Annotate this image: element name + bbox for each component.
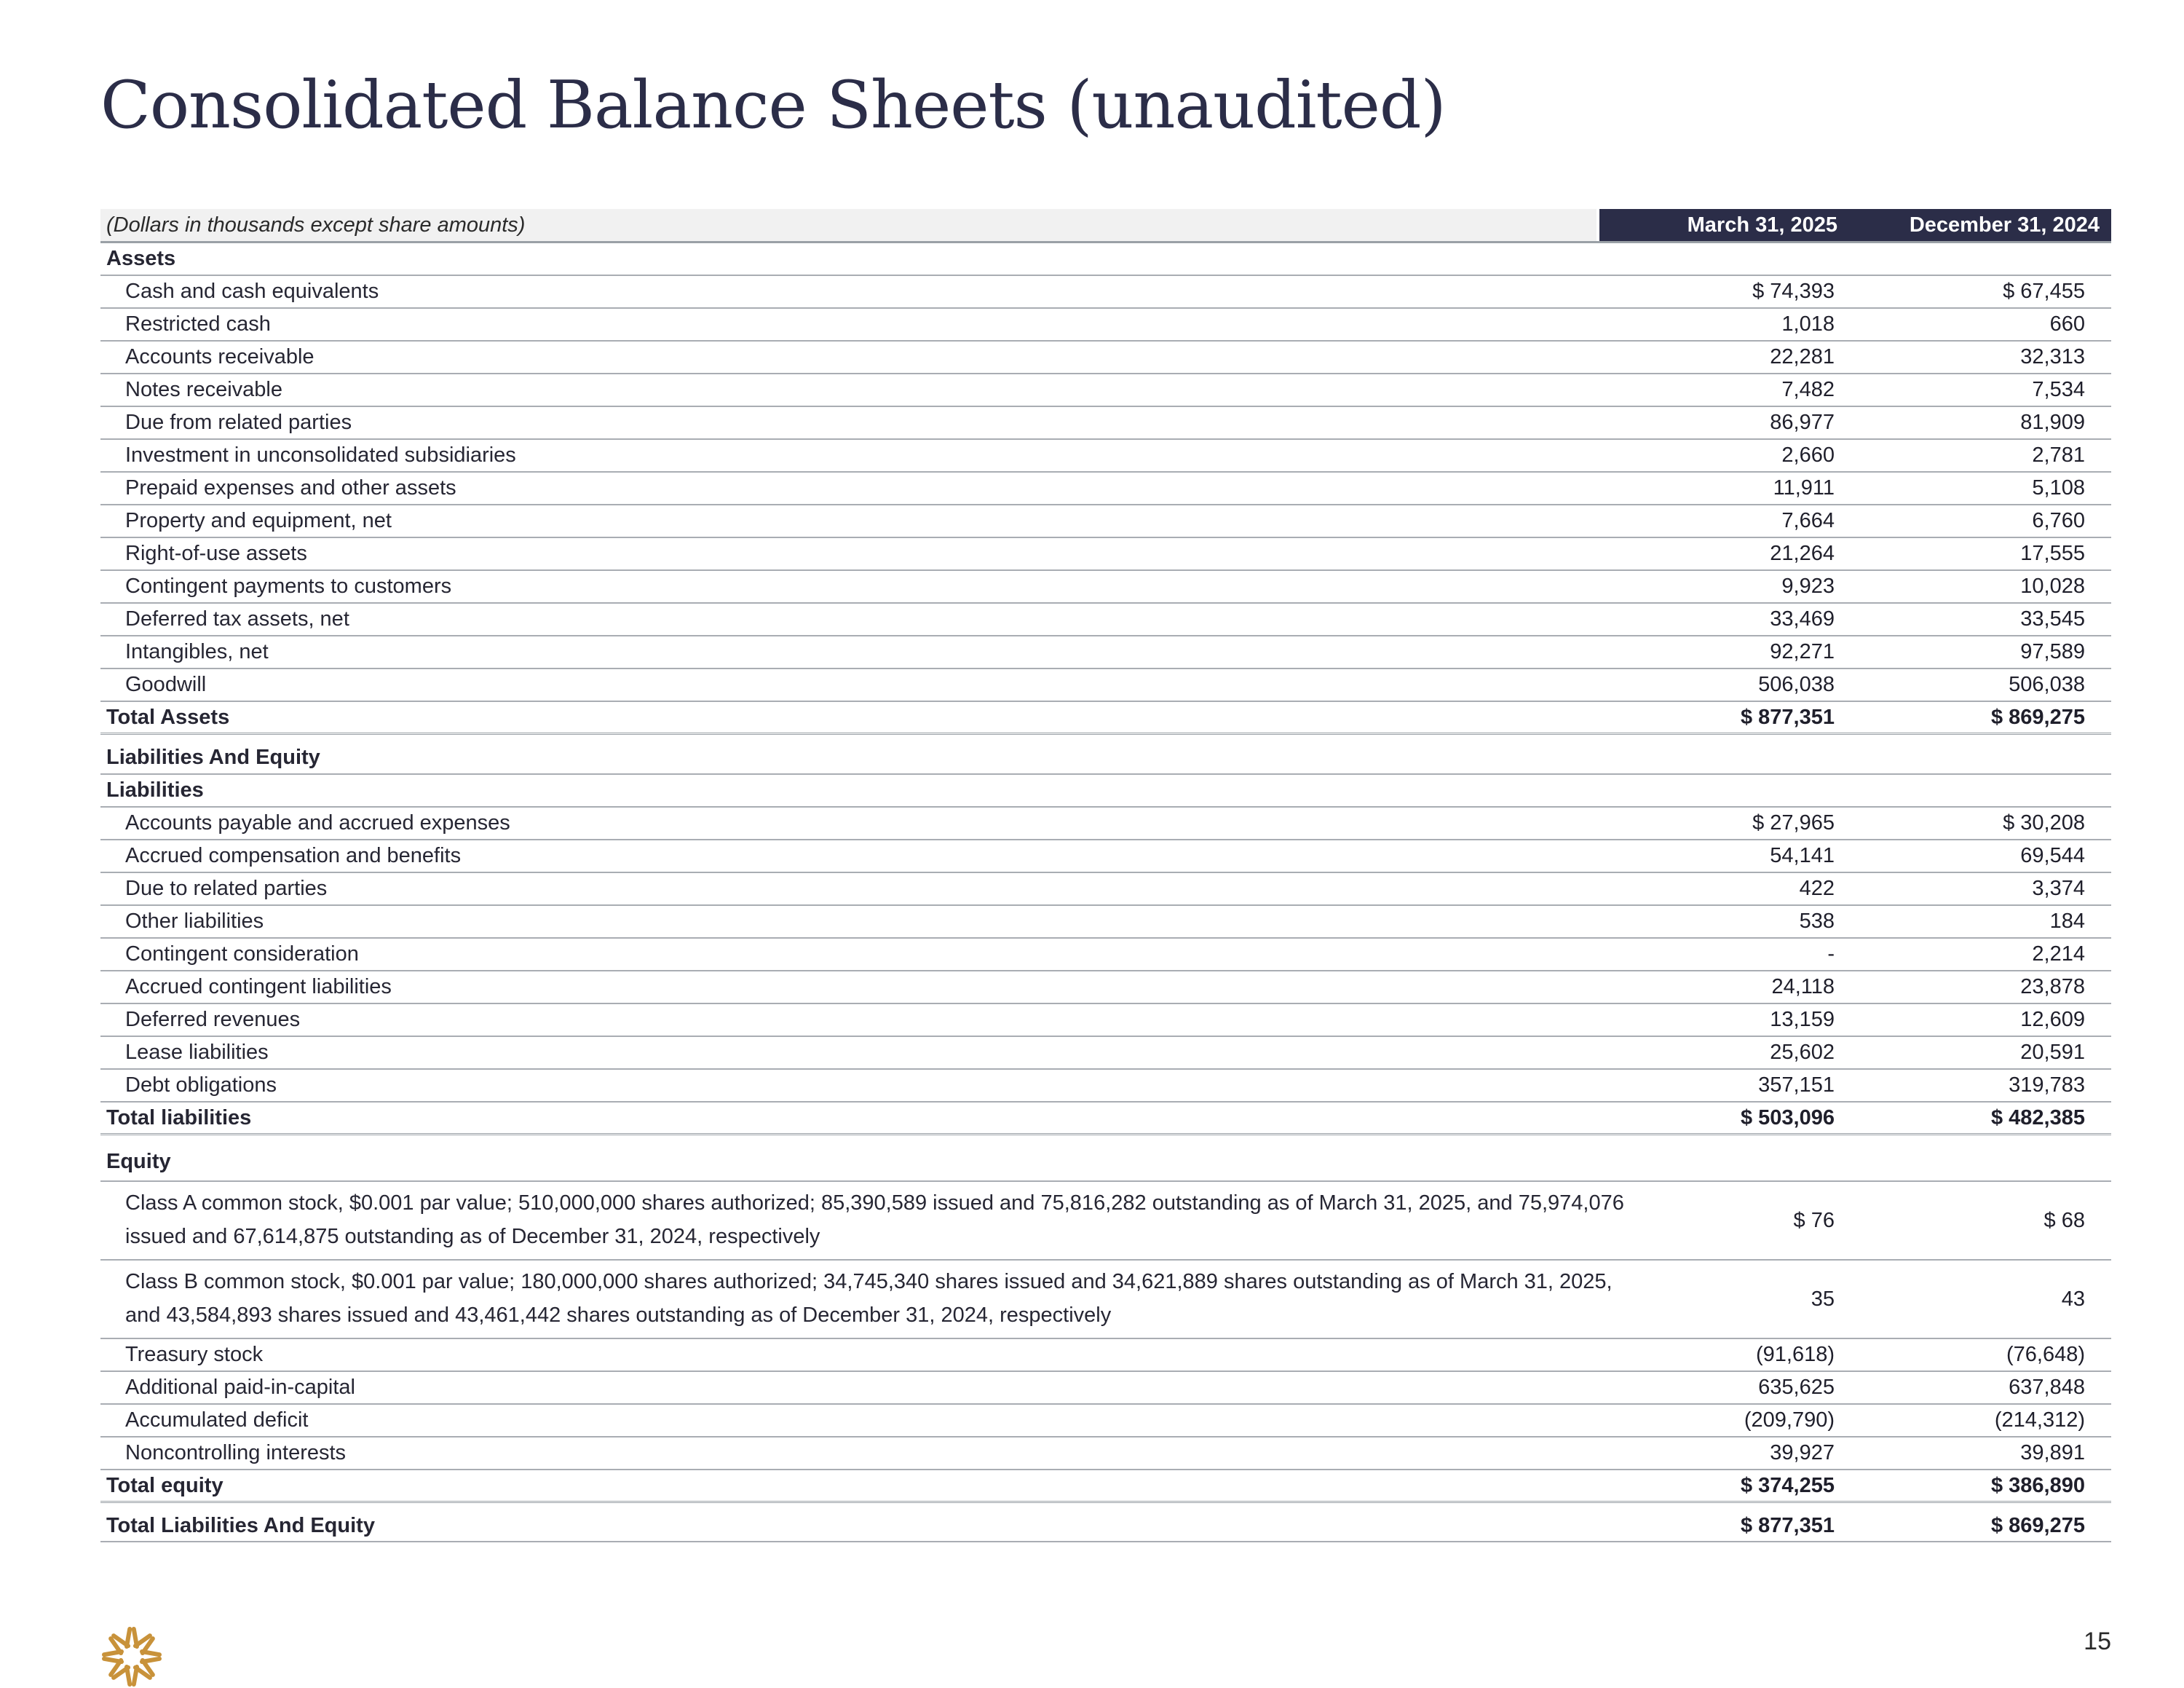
- units-label: (Dollars in thousands except share amounts): [100, 209, 1597, 241]
- value-december: 660: [2049, 312, 2085, 336]
- equity-rows: [100, 1339, 2111, 1470]
- row-label: Due to related parties: [125, 877, 328, 900]
- value-december: 39,891: [2020, 1441, 2085, 1464]
- total-liabilities-equity-row: [100, 1510, 2111, 1542]
- table-row: [100, 473, 2111, 505]
- total-value-march: $ 877,351: [1740, 1514, 1835, 1537]
- value-december: 6,760: [2032, 509, 2085, 532]
- row-label: Restricted cash: [125, 312, 271, 336]
- row-label: Class B common stock, $0.001 par value; 180,000,000 shares authorized; 34,745,340 shares issued and 34,621,889 shares outstanding as of March 31, 2025, and 43,584,893 shares issued and 43,461,442 shares outstanding as of December 31, 2024, respectively: [125, 1270, 1613, 1327]
- value-march: 506,038: [1758, 673, 1835, 696]
- value-march: 7,482: [1781, 378, 1835, 401]
- total-label: Total Liabilities And Equity: [106, 1514, 375, 1537]
- total-equity-row: [100, 1470, 2111, 1503]
- value-december: 81,909: [2020, 411, 2085, 434]
- table-row: [100, 342, 2111, 374]
- page-number: 15: [2084, 1628, 2111, 1655]
- value-december: 5,108: [2032, 476, 2085, 500]
- table-row: [100, 1070, 2111, 1103]
- value-march: $ 27,965: [1752, 811, 1835, 835]
- value-december: $ 68: [2043, 1209, 2085, 1232]
- table-row: [100, 669, 2111, 702]
- total-value-march: $ 374,255: [1740, 1474, 1835, 1497]
- table-row: [100, 840, 2111, 873]
- value-march: 11,911: [1773, 476, 1835, 500]
- section-label: Liabilities: [106, 778, 204, 802]
- value-december: 12,609: [2020, 1008, 2085, 1031]
- table-row: [100, 1004, 2111, 1037]
- value-december: 10,028: [2020, 575, 2085, 598]
- section-label: Assets: [106, 247, 176, 270]
- value-march: $ 76: [1793, 1209, 1835, 1232]
- row-label: Goodwill: [125, 673, 207, 696]
- value-march: (91,618): [1755, 1343, 1835, 1366]
- table-row: [100, 538, 2111, 571]
- value-december: 23,878: [2020, 975, 2085, 998]
- value-december: 184: [2049, 910, 2085, 933]
- total-assets-row: [100, 702, 2111, 735]
- value-december: (214,312): [1994, 1408, 2085, 1432]
- table-row: [100, 571, 2111, 604]
- value-march: 39,927: [1770, 1441, 1835, 1464]
- value-march: $ 74,393: [1752, 280, 1835, 303]
- balance-sheet-table: [100, 209, 2111, 1542]
- total-label: Total equity: [106, 1474, 223, 1497]
- table-row: [100, 939, 2111, 971]
- total-value-march: $ 877,351: [1740, 706, 1835, 729]
- value-march: -: [1827, 942, 1835, 966]
- table-row: [100, 604, 2111, 636]
- value-march: 92,271: [1770, 640, 1835, 663]
- row-label: Noncontrolling interests: [125, 1441, 347, 1464]
- table-row: [100, 276, 2111, 309]
- value-december: 32,313: [2020, 345, 2085, 368]
- value-december: 319,783: [2009, 1073, 2085, 1097]
- table-row: [100, 636, 2111, 669]
- value-march: 2,660: [1781, 443, 1835, 467]
- value-december: 43: [2061, 1287, 2085, 1311]
- total-value-december: $ 869,275: [1990, 1514, 2085, 1537]
- table-row: [100, 407, 2111, 440]
- table-row: [100, 1037, 2111, 1070]
- column-header-december-2024: December 31, 2024: [1849, 209, 2111, 241]
- class-b-stock-row: [100, 1261, 2111, 1339]
- page-title: Consolidated Balance Sheets (unaudited): [100, 67, 1446, 143]
- section-heading-assets: [100, 243, 2111, 276]
- table-row: [100, 808, 2111, 840]
- value-december: 506,038: [2009, 673, 2085, 696]
- class-a-stock-row: [100, 1182, 2111, 1261]
- row-label: Cash and cash equivalents: [125, 280, 379, 303]
- value-march: 357,151: [1758, 1073, 1835, 1097]
- value-december: 7,534: [2032, 378, 2085, 401]
- value-march: 35: [1811, 1287, 1835, 1311]
- row-label: Other liabilities: [125, 910, 264, 933]
- section-heading-liabilities-equity: [100, 742, 2111, 775]
- total-value-december: $ 482,385: [1990, 1106, 2085, 1129]
- company-logo-icon: [100, 1625, 163, 1688]
- row-label: Class A common stock, $0.001 par value; 510,000,000 shares authorized; 85,390,589 issued and 75,816,282 outstanding as of March 31, 2025, and 75,974,076 issued and 67,614,875 outstanding as of December 31, 2024, respectively: [125, 1191, 1624, 1248]
- value-march: 635,625: [1758, 1376, 1835, 1399]
- liabilities-rows: [100, 808, 2111, 1103]
- value-march: 86,977: [1770, 411, 1835, 434]
- table-row: [100, 1372, 2111, 1405]
- value-december: 20,591: [2020, 1041, 2085, 1064]
- row-label: Lease liabilities: [125, 1041, 269, 1064]
- row-label: Treasury stock: [125, 1343, 264, 1366]
- row-label: Deferred revenues: [125, 1008, 301, 1031]
- value-march: 9,923: [1781, 575, 1835, 598]
- value-march: 22,281: [1770, 345, 1835, 368]
- total-value-december: $ 869,275: [1990, 706, 2085, 729]
- total-liabilities-row: [100, 1103, 2111, 1135]
- table-row: [100, 1339, 2111, 1372]
- row-label: Accounts payable and accrued expenses: [125, 811, 510, 835]
- table-row: [100, 505, 2111, 538]
- row-label: Right-of-use assets: [125, 542, 307, 565]
- value-december: 2,214: [2032, 942, 2085, 966]
- table-row: [100, 1437, 2111, 1470]
- row-label: Accounts receivable: [125, 345, 314, 368]
- total-value-march: $ 503,096: [1740, 1106, 1835, 1129]
- value-december: 33,545: [2020, 607, 2085, 631]
- value-december: 2,781: [2032, 443, 2085, 467]
- table-row: [100, 906, 2111, 939]
- assets-rows: [100, 276, 2111, 702]
- value-december: 637,848: [2009, 1376, 2085, 1399]
- section-heading-equity: [100, 1143, 2111, 1182]
- row-label: Property and equipment, net: [125, 509, 392, 532]
- value-march: 7,664: [1781, 509, 1835, 532]
- column-header-march-2025: March 31, 2025: [1599, 209, 1849, 241]
- value-december: $ 67,455: [2003, 280, 2085, 303]
- row-label: Prepaid expenses and other assets: [125, 476, 456, 500]
- value-march: 21,264: [1770, 542, 1835, 565]
- table-row: [100, 309, 2111, 342]
- row-label: Deferred tax assets, net: [125, 607, 349, 631]
- row-label: Accrued contingent liabilities: [125, 975, 392, 998]
- row-label: Additional paid-in-capital: [125, 1376, 355, 1399]
- value-march: 33,469: [1770, 607, 1835, 631]
- value-december: 3,374: [2032, 877, 2085, 900]
- table-row: [100, 1405, 2111, 1437]
- row-label: Notes receivable: [125, 378, 282, 401]
- table-row: [100, 440, 2111, 473]
- table-header: [100, 209, 2111, 243]
- row-label: Accrued compensation and benefits: [125, 844, 462, 867]
- value-march: (209,790): [1744, 1408, 1835, 1432]
- section-label: Equity: [106, 1150, 171, 1173]
- value-march: 422: [1799, 877, 1835, 900]
- total-label: Total Assets: [106, 706, 230, 729]
- row-label: Intangibles, net: [125, 640, 269, 663]
- table-row: [100, 374, 2111, 407]
- value-december: 97,589: [2020, 640, 2085, 663]
- value-march: 13,159: [1770, 1008, 1835, 1031]
- value-march: 54,141: [1770, 844, 1835, 867]
- value-march: 25,602: [1770, 1041, 1835, 1064]
- value-december: 17,555: [2020, 542, 2085, 565]
- total-label: Total liabilities: [106, 1106, 252, 1129]
- table-row: [100, 971, 2111, 1004]
- row-label: Debt obligations: [125, 1073, 277, 1097]
- value-march: 1,018: [1781, 312, 1835, 336]
- value-march: 24,118: [1771, 975, 1835, 998]
- total-value-december: $ 386,890: [1990, 1474, 2085, 1497]
- row-label: Accumulated deficit: [125, 1408, 309, 1432]
- value-december: $ 30,208: [2003, 811, 2085, 835]
- row-label: Investment in unconsolidated subsidiaries: [125, 443, 516, 467]
- value-march: 538: [1799, 910, 1835, 933]
- row-label: Contingent payments to customers: [125, 575, 452, 598]
- value-december: (76,648): [2006, 1343, 2085, 1366]
- row-label: Contingent consideration: [125, 942, 359, 966]
- row-label: Due from related parties: [125, 411, 352, 434]
- value-december: 69,544: [2020, 844, 2085, 867]
- table-row: [100, 873, 2111, 906]
- section-heading-liabilities: [100, 775, 2111, 808]
- section-label: Liabilities And Equity: [106, 746, 320, 769]
